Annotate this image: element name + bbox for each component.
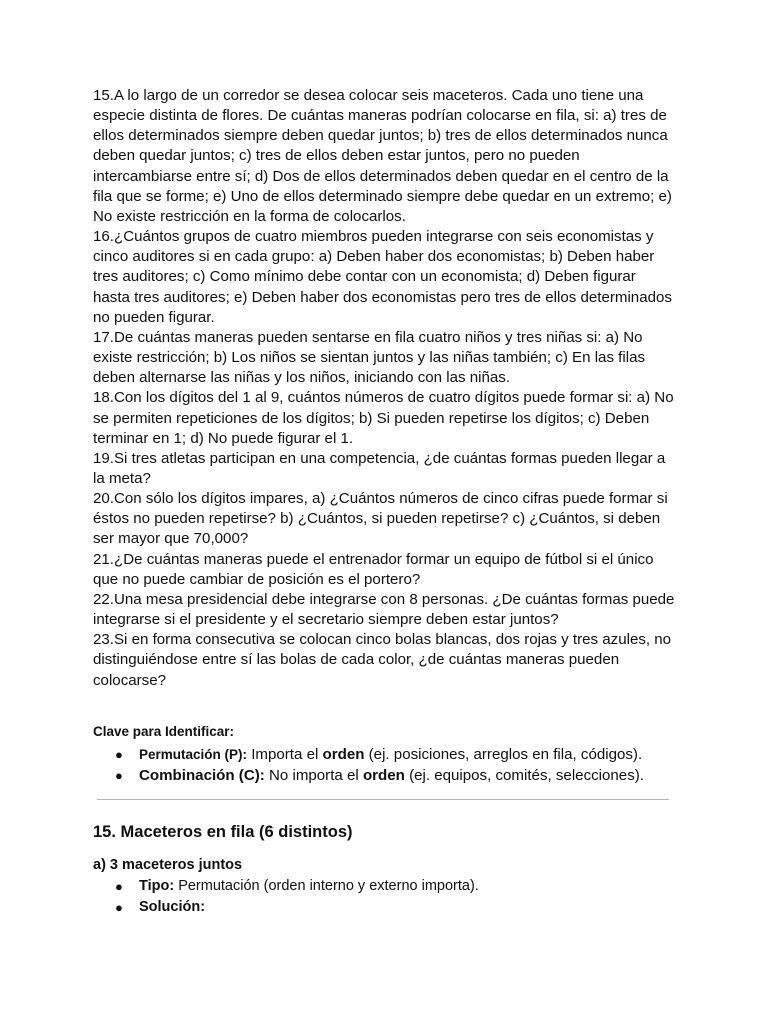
problem-17: 17.De cuántas maneras pueden sentarse en fila cuatro niños y tres niñas si: a) No existe restricción; b) Los niños se sientan juntos y las niñas también; c) En las filas deben alternarse las niñas y los niños, iniciando con las niñas. bbox=[93, 328, 646, 387]
key-text: Importa el bbox=[247, 746, 323, 763]
key-text: No importa el bbox=[264, 767, 363, 784]
problem-22: 22.Una mesa presidencial debe integrarse con 8 personas. ¿De cuántas formas puede integrarse si el presidente y el secretario siempre deben estar juntos? bbox=[93, 590, 675, 629]
key-emphasis: orden bbox=[322, 746, 365, 763]
section-heading: 15. Maceteros en fila (6 distintos) bbox=[93, 823, 353, 841]
key-item-permutation bbox=[93, 744, 693, 765]
problem-list bbox=[93, 86, 675, 691]
key-example: (ej. equipos, comités, selecciones). bbox=[404, 767, 644, 784]
problem-16: 16.¿Cuántos grupos de cuatro miembros pueden integrarse con seis economistas y cinco auditores si en cada grupo: a) Deben haber dos economistas; b) Deben haber tres auditores; c) Como mínimo debe contar con un economista; d) Deben figurar hasta tres auditores; e) Deben haber dos economistas pero tres de ellos determinados no pueden figurar. bbox=[93, 228, 672, 326]
solution-item-type bbox=[93, 876, 693, 897]
problem-20: 20.Con sólo los dígitos impares, a) ¿Cuántos números de cinco cifras puede formar si éstos no pueden repetirse? b) ¿Cuántos, si pueden repetirse? c) ¿Cuántos, si deben ser mayor que 70,000? bbox=[93, 490, 668, 548]
problem-23: 23.Si en forma consecutiva se colocan cinco bolas blancas, dos rojas y tres azules, no distinguiéndose entre sí las bolas de cada color, ¿de cuántas maneras pueden colocarse? bbox=[93, 631, 672, 689]
problem-18: 18.Con los dígitos del 1 al 9, cuántos números de cuatro dígitos puede formar si: a) No se permiten repeticiones de los dígitos; b) Si pueden repetirse los dígitos; c) Deben terminar en 1; d) No puede figurar el 1. bbox=[93, 389, 674, 447]
bullet-icon: ● bbox=[115, 768, 123, 783]
sub-heading: a) 3 maceteros juntos bbox=[93, 857, 243, 873]
term-permutation: Permutación (P): bbox=[139, 747, 248, 762]
solution-text: Permutación (orden interno y externo importa). bbox=[174, 878, 479, 894]
solution-label: Solución: bbox=[139, 899, 206, 915]
key-example: (ej. posiciones, arreglos en fila, códigos). bbox=[364, 746, 643, 763]
bullet-icon: ● bbox=[115, 747, 123, 762]
solution-list bbox=[93, 876, 693, 918]
term-combination: Combinación (C): bbox=[139, 767, 265, 784]
horizontal-divider bbox=[97, 799, 669, 800]
problem-21: 21.¿De cuántas maneras puede el entrenador formar un equipo de fútbol si el único que no puede cambiar de posición es el portero? bbox=[93, 550, 654, 588]
problem-15: 15.A lo largo de un corredor se desea colocar seis maceteros. Cada uno tiene una especie distinta de flores. De cuántas maneras podrían colocarse en fila, si: a) tres de ellos determinados siempre deben quedar juntos; b) tres de ellos determinados nunca deben quedar juntos; c) tres de ellos deben estar juntos, pero no pueden intercambiarse entre sí; d) Dos de ellos determinados deben quedar en el centro de la fila que se forme; e) Uno de ellos determinado siempre debe quedar en un extremo; e) No existe restricción en la forma de colocarlos. bbox=[93, 87, 672, 225]
bullet-icon: ● bbox=[115, 879, 123, 894]
key-list bbox=[93, 744, 693, 786]
problem-19: 19.Si tres atletas participan en una competencia, ¿de cuántas formas pueden llegar a la meta? bbox=[93, 449, 666, 487]
bullet-icon: ● bbox=[115, 900, 123, 915]
key-emphasis: orden bbox=[362, 767, 405, 784]
solution-item-answer bbox=[93, 897, 693, 918]
key-item-combination bbox=[93, 765, 693, 786]
solution-label: Tipo: bbox=[139, 878, 175, 894]
key-title: Clave para Identificar: bbox=[93, 724, 235, 739]
